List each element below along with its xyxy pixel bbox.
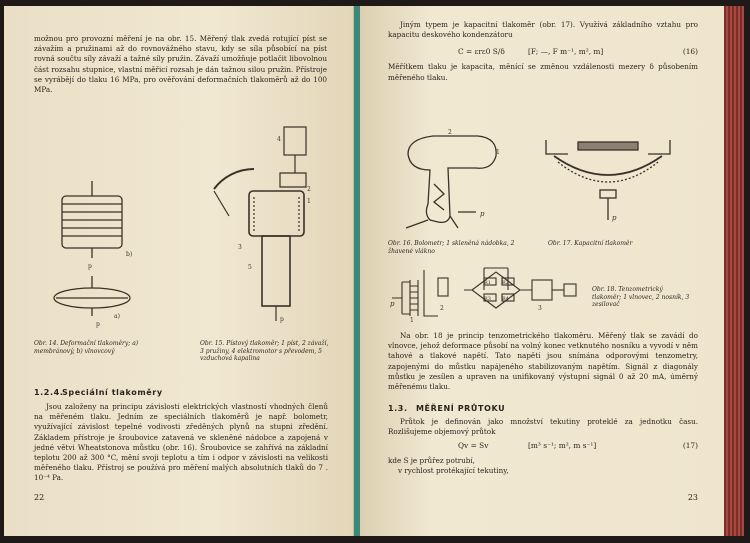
fig18-r1: R1: [484, 280, 491, 286]
left-intro-paragraph: možnou pro provozní měření je na obr. 15. Měřený tlak zvedá rotující píst se závažím a pružinami až do rovnovážného stavu, kdy se síla působící na píst rovná součtu síly závaží a tažné síly pružin. Závaží umožňuje potlačit libovolnou část rozsahu stupnice, vlastní měřicí rozsah je dán tažnou silou pružin. Přístroje se vyrábějí do tlaku 16 MPa, pro ověřování deformačních tlakoměrů až do 100 MPa.: [34, 34, 327, 95]
right-intro-paragraph: Jiným typem je kapacitní tlakoměr (obr. 17). Využívá základního vztahu pro kapacitu deskového kondenzátoru: [388, 20, 698, 40]
fig18-label-3: 3: [538, 305, 542, 312]
section-1-2-4: [34, 388, 328, 484]
equation-16: [388, 44, 698, 62]
figure-18-drawing: [388, 260, 588, 322]
fig18-r4: R4: [502, 296, 509, 302]
page-number-left: 22: [34, 493, 45, 502]
figure-15-caption: Obr. 15. Pístový tlakoměr; 1 píst, 2 závaží, 3 pružiny, 4 elektromotor s převodem, 5 vzduchová kapalina: [200, 340, 329, 363]
figure-14-caption: Obr. 14. Deformační tlakoměry; a) membránový, b) vlnovcový: [34, 340, 139, 355]
piston-housing: [249, 191, 304, 236]
left-body-paragraph: Jsou založeny na principu závislosti elektrických vlastností vhodných členů na měřeném tlaku. Jedním ze speciálních tlakoměrů je např. bolometr, využívající závislost tepelné vodivosti zředěných plynů na stupni zředění. Základem přístroje je šroubovice zatavená ve skleněné nádobce a zapojená v jedné větvi Wheatstonova můstku (obr. 16). Šroubovice se zahřívá na základní teplotu 200 až 300 °C, mění svoji teplotu a tím i odpor v závislosti na velikosti měřeného tlaku. Přístroj se používá pro měření malých absolutních tlaků do 7 . 10⁻⁴ Pa.: [34, 402, 328, 483]
eq17-number: (17): [682, 440, 698, 450]
figure-16-caption: Obr. 16. Bolometr; 1 skleněná nádobka, 2 žhavené vlákno: [388, 240, 515, 255]
fig18-label-2: 2: [440, 305, 444, 312]
eq16-number: (16): [682, 47, 698, 57]
fig14-label-b: b): [126, 251, 133, 258]
definition-line-2: v rychlost protékající tekutiny,: [398, 465, 509, 475]
figure-18-caption: Obr. 18. Tenzometrický tlakoměr; 1 vlnovec, 2 nosník, 3 zesilovač: [592, 286, 690, 309]
fig16-label-1: 1: [496, 149, 500, 156]
membrane: [554, 156, 662, 175]
fig16-label-p: p: [480, 210, 485, 218]
page-edges: [724, 6, 744, 536]
fig18-paragraph: Na obr. 18 je princip tenzometrického tlakoměru. Měřený tlak se zavádí do vlnovce, jehož deformace působí na volný konec vetknutého nosníku a vyvodí v něm tahové a tlakové napětí. Tato napětí jsou snímána odporovými tenzometry, zapojenými do můstku napájeného stabilizovaným napětím. Signál z diagonály můstku je zesílen a upraven na unifikovaný výstupní signál 0 až 20 mA, úměrný měřenému tlaku.: [388, 331, 698, 392]
definition-line-1: kde S je průřez potrubí,: [388, 455, 475, 465]
figure-16-drawing: [388, 124, 528, 234]
fig17-label-p: p: [612, 214, 617, 222]
section-heading: 1.2.4.Speciální tlakoměry: [34, 388, 163, 397]
fig15-label-p: p: [280, 316, 284, 323]
eq17-units: [m³ s⁻¹; m², m s⁻¹]: [528, 440, 597, 450]
right-page: [360, 6, 724, 536]
fig14-label-p1: p: [88, 263, 92, 270]
equation-17: [388, 438, 698, 456]
eq16-units: [F; —, F m⁻¹, m², m]: [528, 47, 604, 57]
eq17-formula: Qv = Sv: [458, 440, 489, 450]
fixed-plate: [578, 142, 638, 150]
eq16-formula: C = εrε0 S/δ: [458, 47, 505, 57]
fig18-label-p: p: [390, 300, 395, 308]
motor-box: [284, 127, 306, 155]
figure-14-drawing: [44, 176, 144, 331]
section-1-3-heading: 1.3. MĚŘENÍ PRŮTOKU: [388, 404, 506, 414]
fig16-label-2: 2: [448, 129, 452, 136]
fig18-label-1: 1: [410, 317, 414, 322]
fig14-label-a: a): [114, 313, 120, 320]
right-lower-block: [388, 331, 698, 476]
fig18-r2: R2: [502, 280, 509, 286]
fig18-r3: R3: [484, 296, 491, 302]
fig14-label-p2: p: [96, 321, 100, 328]
page-number-right: 23: [687, 493, 698, 502]
fig15-label-3: 3: [238, 244, 242, 251]
piston-cylinder: [262, 236, 290, 306]
after-eq16-paragraph: Měřítkem tlaku je kapacita, měnící se změnou vzdálenosti mezery δ působením měřeného tlaku.: [388, 62, 698, 82]
figure-17-drawing: [538, 132, 678, 232]
book-spread: [4, 6, 744, 536]
fig15-label-4: 4: [277, 136, 281, 143]
fig15-label-5: 5: [248, 264, 252, 271]
flow-paragraph: Průtok je definován jako množství tekutiny proteklé za jednotku času. Rozlišujeme objemový průtok: [388, 417, 698, 437]
figure-17-caption: Obr. 17. Kapacitní tlakoměr: [548, 240, 633, 247]
fig15-label-1: 1: [307, 198, 311, 205]
fig15-label-2: 2: [307, 186, 311, 193]
left-page: [4, 6, 354, 536]
figure-15-drawing: [194, 121, 334, 326]
